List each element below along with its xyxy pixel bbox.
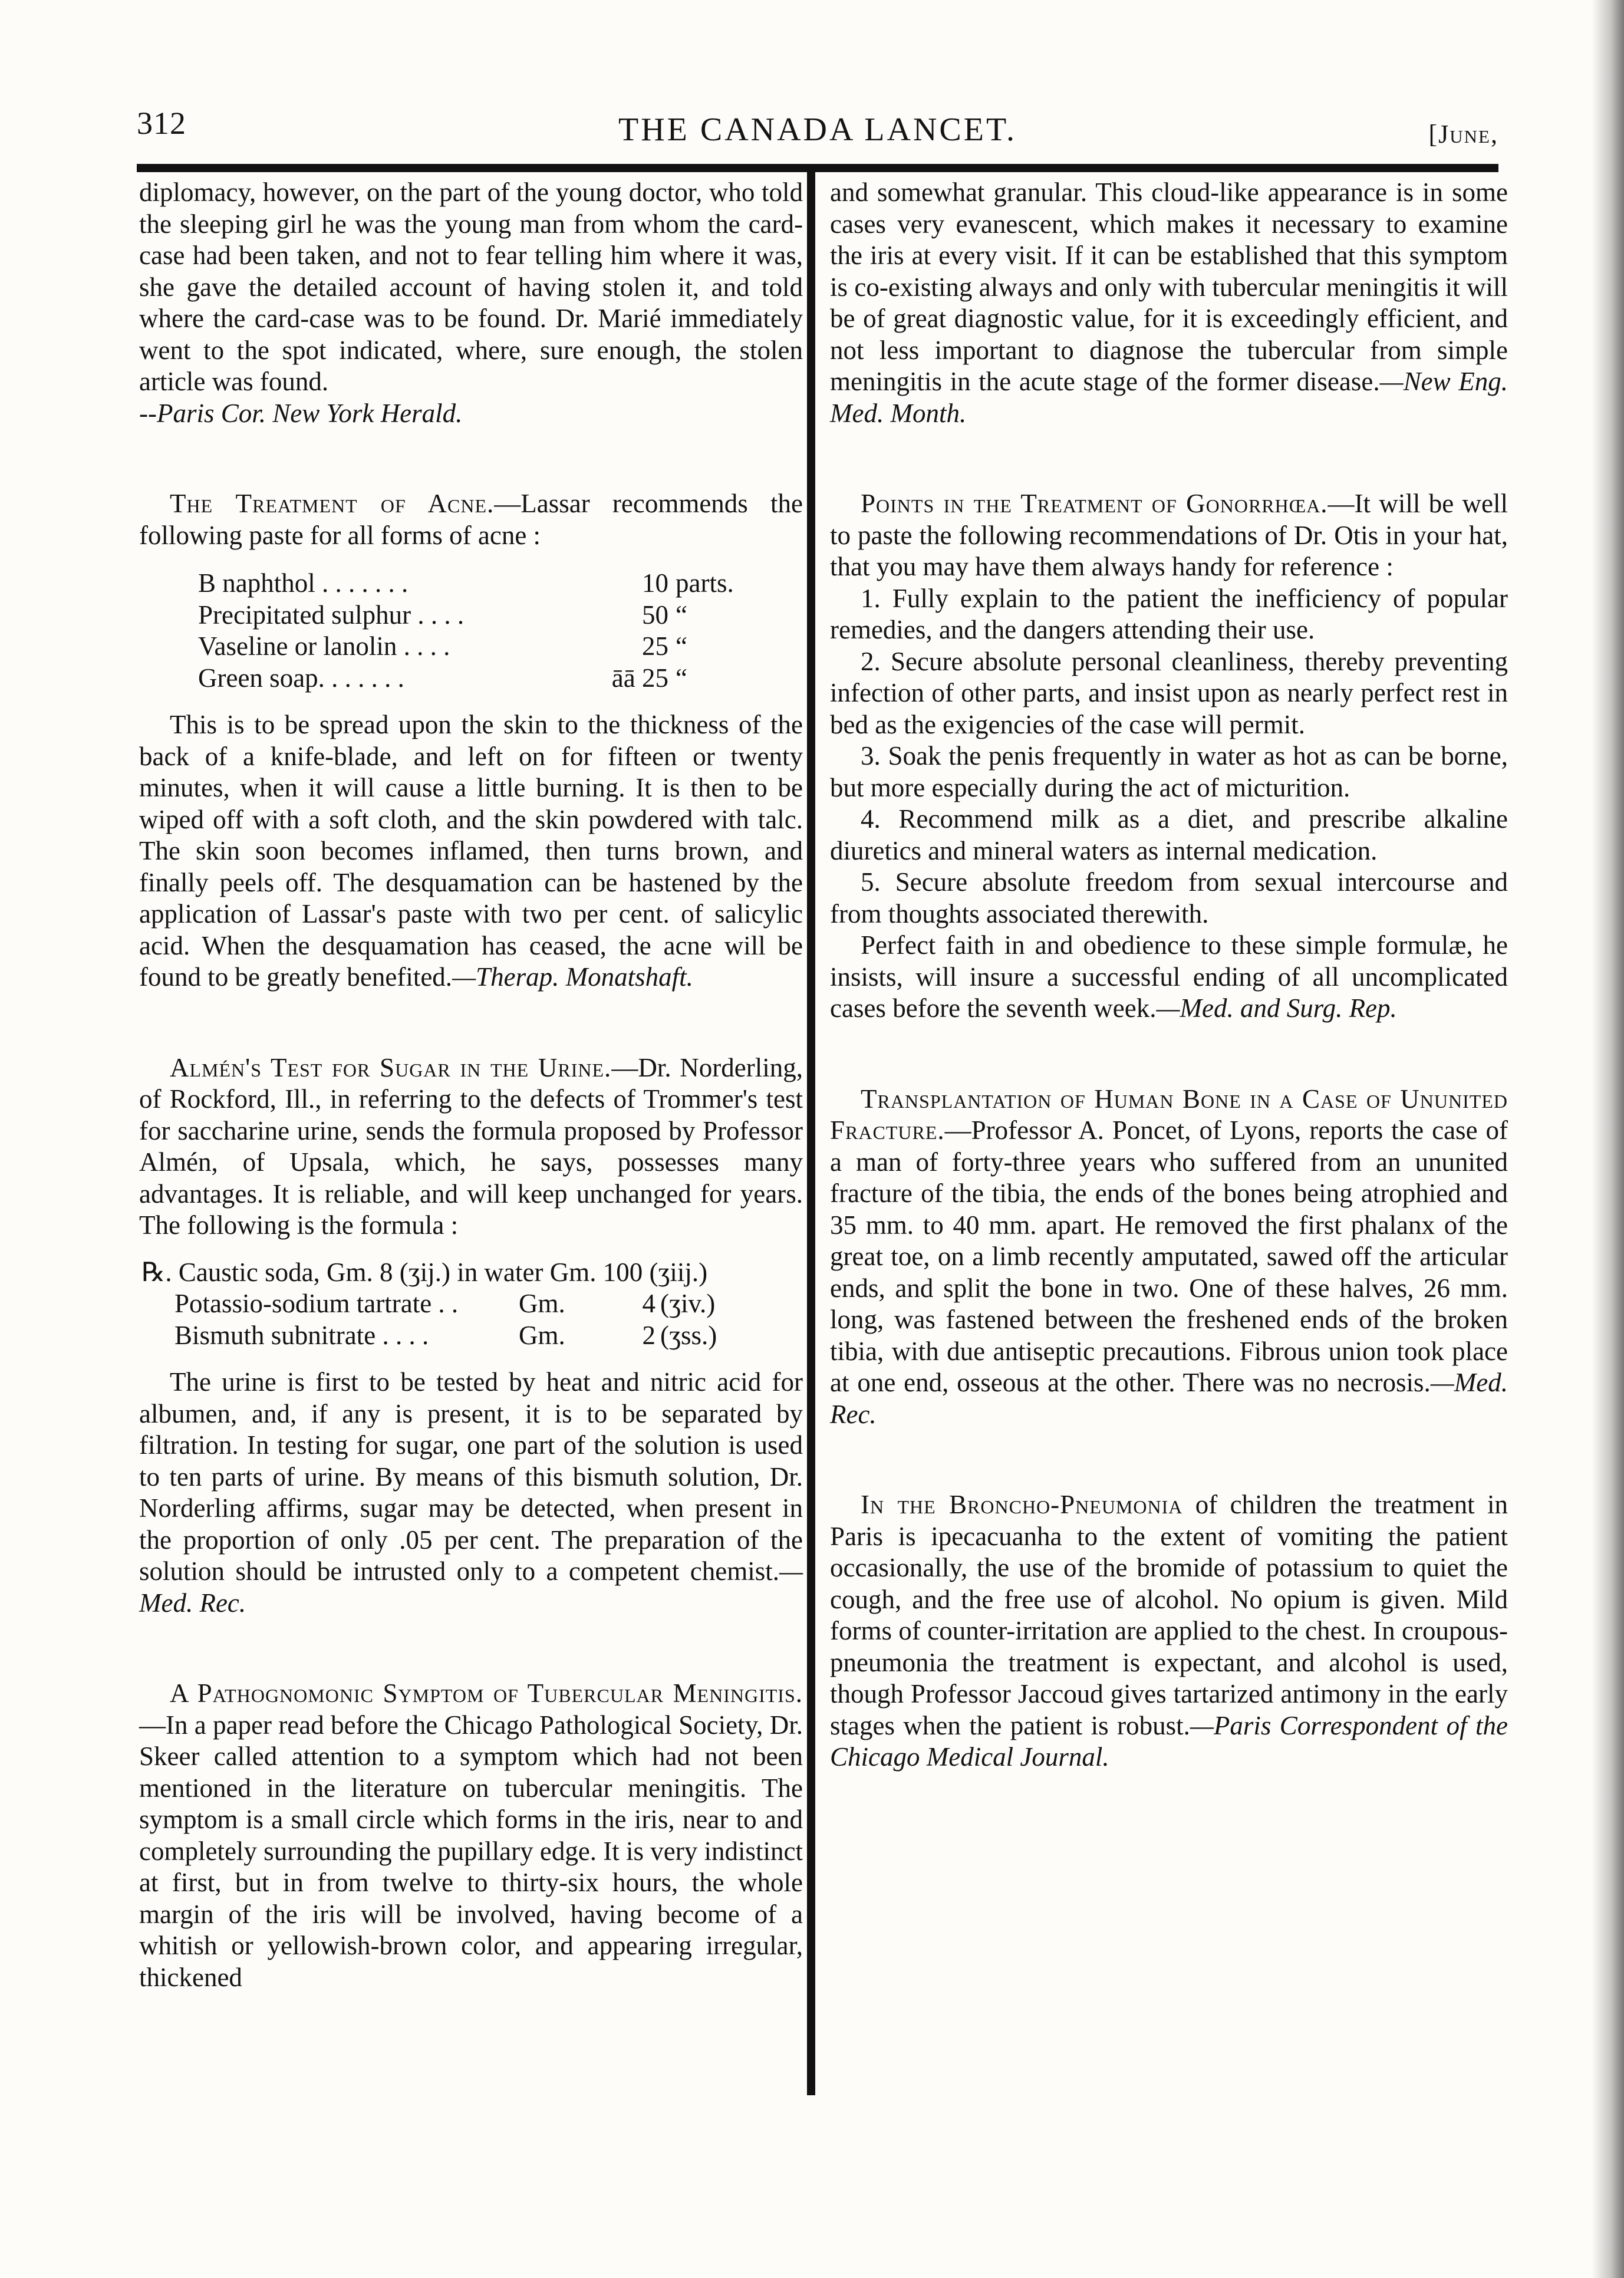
ingredient-unit: “: [676, 600, 687, 630]
list-item: 4. Recommend milk as a diet, and prescribe alkaline diuretics and mineral waters as internal medication.: [830, 804, 1508, 865]
article-title: In the Broncho-Pneumonia: [861, 1490, 1183, 1519]
paragraph-text: —Lassar recommends the following paste for all forms of acne :: [139, 489, 803, 550]
article-broncho-pneumonia: [830, 1489, 1508, 1773]
paragraph-text: —In a paper read before the Chicago Pathological Society, Dr. Skeer called attention to a symptom which had not been mentioned in the literature on tubercular meningitis. The symptom is a small circle which forms in the iris, near to and completely surrounding the pupillary edge. It is very indistinct at first, but in from twelve to thirty-six hours, the whole margin of the iris will be involved, having become of a whitish or yellowish-brown color, and appearing irregular, thickened: [139, 1710, 803, 1992]
ingredient-unit: parts.: [676, 568, 734, 598]
ingredient-apothecary: (ʒss.): [660, 1320, 717, 1350]
ingredient-amount: 4: [642, 1289, 655, 1318]
ingredient-amount: āā 25: [611, 663, 668, 693]
prescription-formula: [141, 1257, 803, 1352]
paragraph-text: —Professor A. Poncet, of Lyons, reports the case of a man of forty-three years who suffered from an ununited fracture of the tibia, the ends of the bones being atrophied and 35 mm. to 40 mm. apart. He removed the first phalanx of the great toe, on a limb recently amputated, sawed off the articular ends, and split the bone in two. One of these halves, 26 mm. long, was fastened between the freshened ends of the broken tibia, with due antiseptic precautions. Fibrous union took place at one end, osseous at the other. There was no necrosis.: [830, 1115, 1508, 1397]
article-meningitis: [139, 1678, 803, 1993]
article-bone-transplant: [830, 1084, 1508, 1431]
paragraph-text: diplomacy, however, on the part of the young doctor, who told the sleeping girl he was the young man from whom the card-case had been taken, and not to fear telling him where it was, she gave the detailed account of having stolen it, and told where the card-case was to be found. Dr. Marié immediately went to the spot indicated, where, sure enough, the stolen article was found.: [139, 177, 803, 396]
article-source: —Med. and Surg. Rep.: [1156, 993, 1397, 1023]
ingredient-amount: 10: [642, 568, 668, 598]
page-edge-shadow: [1592, 0, 1624, 2278]
column-divider: [807, 172, 815, 2095]
page-number: 312: [137, 106, 186, 141]
ingredient-amount: 50: [642, 600, 668, 630]
article-source: —New Eng. Med. Month.: [830, 367, 1508, 428]
paragraph-text: and somewhat granular. This cloud-like appearance is in some cases very evanescent, which makes it necessary to examine the iris at every visit. If it can be established that this symptom is co-existing always and only with tubercular meningitis it will be of great diagnostic value, for it is exceedingly efficient, and not less important to diagnose the tubercular from simple meningitis in the acute stage of the former disease.: [830, 177, 1508, 396]
article-continuation: [139, 177, 803, 429]
article-title: A Pathognomonic Symptom of Tubercular Meningitis.: [170, 1678, 803, 1708]
article-acne: [139, 488, 803, 551]
ingredient-unit: Gm.: [519, 1289, 565, 1318]
ingredient-name: B naphthol . . . . . . .: [198, 568, 409, 598]
article-source: —Therap. Monatshaft.: [452, 962, 693, 992]
ingredient-amount: 25: [642, 631, 668, 661]
article-source: —Med. Rec.: [139, 1556, 803, 1618]
ingredient-name: Green soap. . . . . . .: [198, 663, 404, 693]
list-item: 5. Secure absolute freedom from sexual intercourse and from thoughts associated therewith.: [830, 867, 1508, 929]
left-column: [139, 177, 803, 1993]
paragraph: [139, 709, 803, 993]
acne-formula-table: [198, 568, 803, 694]
paragraph-text: Perfect faith in and obedience to these simple formulæ, he insists, will insure a successful ending of all uncomplicated cases before the seventh week.: [830, 930, 1508, 1023]
ingredient-unit: “: [676, 631, 687, 661]
ingredient-amount: 2: [642, 1320, 655, 1350]
paragraph-text: of children the treatment in Paris is ipecacuanha to the extent of vomiting the patient occasionally, the use of the bromide of potassium to quiet the cough, and the free use of alcohol. No opium is given. Mild forms of counter-irritation are applied to the chest. In croupous-pneumonia the treatment is expectant, and alcohol is used, though Professor Jaccoud gives tartarized antimony in the early stages when the patient is robust.: [830, 1490, 1508, 1740]
paragraph-text: —Dr. Norderling, of Rockford, Ill., in referring to the defects of Trommer's test for saccharine urine, sends the formula proposed by Professor Almén, of Upsala, which, he says, possesses many advantages. It is reliable, and will keep unchanged for years. The following is the formula :: [139, 1052, 803, 1240]
list-item: 1. Fully explain to the patient the inefficiency of popular remedies, and the dangers attending their use.: [830, 583, 1508, 644]
article-title: Almén's Test for Sugar in the Urine.: [170, 1052, 612, 1082]
ingredient-unit: Gm.: [519, 1320, 565, 1350]
article-title: Transplantation of Human Bone in a Case of Ununited Fracture.: [830, 1084, 1508, 1145]
article-title: Points in the Treatment of Gonorrhœa.: [861, 489, 1328, 518]
article-continuation: [830, 177, 1508, 429]
ingredient-apothecary: (ʒiv.): [660, 1289, 716, 1318]
article-source: —Paris Correspondent of the Chicago Medical Journal.: [830, 1710, 1508, 1772]
article-title: The Treatment of Acne.: [170, 489, 495, 518]
prescription-line: ℞. Caustic soda, Gm. 8 (ʒij.) in water Gm. 100 (ʒiij.): [141, 1257, 708, 1287]
right-column: [830, 177, 1508, 1773]
paragraph-text: This is to be spread upon the skin to the thickness of the back of a knife-blade, and left on for fifteen or twenty minutes, when it will cause a little burning. It is then to be wiped off with a soft cloth, and the skin powdered with talc. The skin soon becomes inflamed, then turns brown, and finally peels off. The desquamation can be hastened by the application of Lassar's paste with two per cent. of salicylic acid. When the desquamation has ceased, the acne will be found to be greatly benefited.: [139, 710, 803, 992]
paragraph: [830, 930, 1508, 1025]
ingredient-unit: “: [676, 663, 687, 693]
ingredient-name: Vaseline or lanolin . . . .: [198, 631, 450, 661]
paragraph: [139, 1367, 803, 1619]
header-rule: [137, 164, 1498, 172]
paragraph-text: The urine is first to be tested by heat and nitric acid for albumen, and, if any is present, it is to be separated by filtration. In testing for sugar, one part of the solution is used to ten parts of urine. By means of this bismuth solution, Dr. Norderling affirms, sugar may be detected, when present in the proportion of only .05 per cent. The preparation of the solution should be intrusted only to a competent chemist.: [139, 1367, 803, 1586]
issue-month: [June,: [1428, 120, 1498, 149]
article-source: —Med. Rec.: [830, 1368, 1508, 1429]
paragraph-text: —It will be well to paste the following recommendations of Dr. Otis in your hat, that you may have them always handy for reference :: [830, 489, 1508, 581]
article-gonorrhoea: [830, 488, 1508, 583]
page-header: [137, 99, 1498, 164]
article-source: --Paris Cor. New York Herald.: [139, 398, 463, 428]
ingredient-name: Precipitated sulphur . . . .: [198, 600, 465, 630]
list-item: 2. Secure absolute personal cleanliness, thereby preventing infection of other parts, and insist upon as nearly perfect rest in bed as the exigencies of the case will permit.: [830, 646, 1508, 739]
ingredient-name: Potassio-sodium tartrate . .: [174, 1289, 459, 1318]
ingredient-name: Bismuth subnitrate . . . .: [174, 1320, 429, 1350]
running-title: THE CANADA LANCET.: [618, 111, 1017, 148]
list-item: 3. Soak the penis frequently in water as hot as can be borne, but more especially during the act of micturition.: [830, 741, 1508, 802]
article-almen: [139, 1052, 803, 1242]
